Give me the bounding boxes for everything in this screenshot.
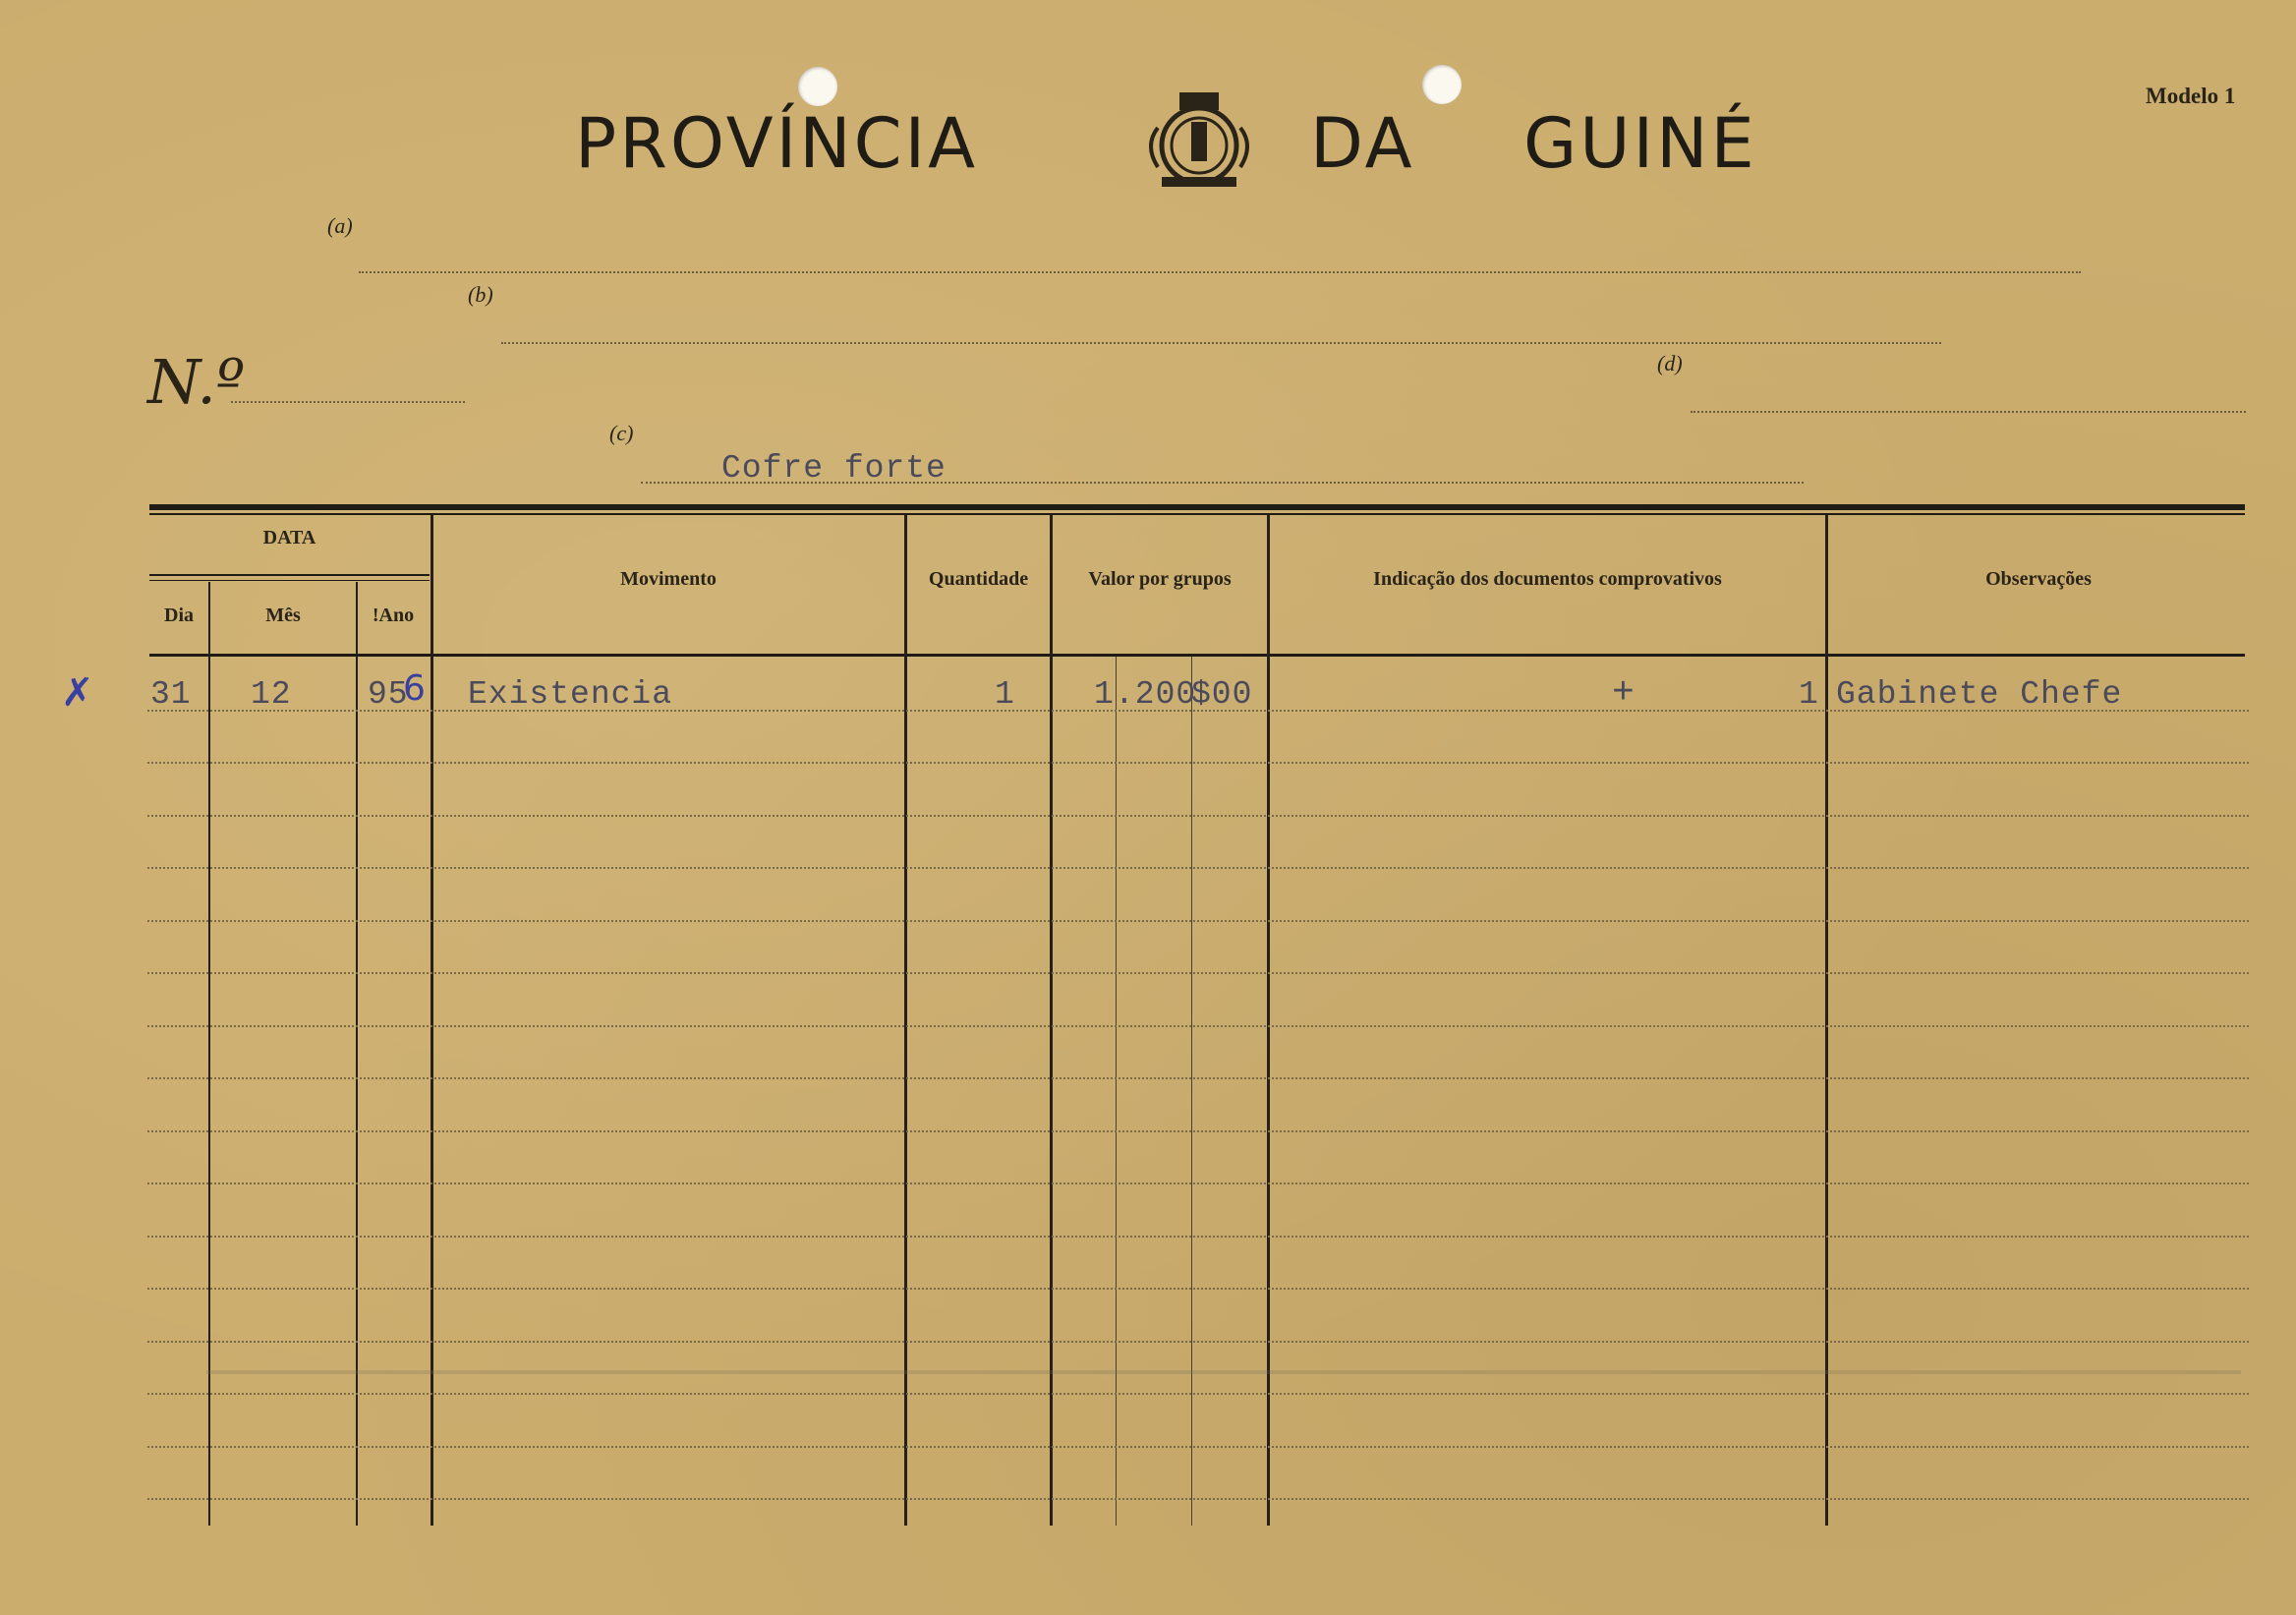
row1-observacoes: Gabinete Chefe xyxy=(1836,676,2123,713)
header-quantidade: Quantidade xyxy=(928,568,1029,590)
table-top-rule xyxy=(149,504,2245,510)
table-row-line xyxy=(147,1130,2249,1132)
field-a-line[interactable] xyxy=(359,271,2081,273)
header-ano: !Ano xyxy=(372,605,415,626)
col-line-mes-ano xyxy=(356,582,358,1526)
field-d-line[interactable] xyxy=(1691,411,2246,413)
table-row-line xyxy=(147,1446,2249,1448)
header-data: DATA xyxy=(262,527,316,548)
row1-valor-hundreds: .200 xyxy=(1115,676,1197,713)
header-dia: Dia xyxy=(164,605,194,626)
punch-hole-left xyxy=(798,67,837,106)
col-line-dia-mes xyxy=(208,582,210,1526)
coat-of-arms-icon xyxy=(1140,88,1258,191)
table-row-line xyxy=(147,972,2249,974)
header-mes: Mês xyxy=(265,605,301,626)
row1-movimento: Existencia xyxy=(468,676,673,713)
table-row-line xyxy=(147,867,2249,869)
header-movimento: Movimento xyxy=(620,568,717,590)
number-line[interactable] xyxy=(231,401,465,403)
table-row-line xyxy=(147,1341,2249,1343)
row1-valor-cents: $00 xyxy=(1191,676,1253,713)
table-row-line xyxy=(147,1025,2249,1027)
data-sub-rule xyxy=(149,574,430,576)
header-observacoes: Observações xyxy=(1985,568,2092,590)
row1-ano-correction: 6 xyxy=(403,668,426,709)
row1-valor-units: 1 xyxy=(1094,676,1115,713)
table-row-line xyxy=(147,815,2249,817)
table-row-line xyxy=(147,1182,2249,1184)
table-row-line xyxy=(147,920,2249,922)
row1-indicacao-value: 1 xyxy=(1799,676,1819,713)
margin-check-mark: ✗ xyxy=(61,670,94,716)
row1-ano: 95 xyxy=(368,676,409,713)
table-top-rule-thin xyxy=(149,513,2245,515)
header-bottom-rule xyxy=(149,654,2245,657)
table-row-line xyxy=(147,1498,2249,1500)
table-row-line xyxy=(147,1288,2249,1290)
field-c-value: Cofre forte xyxy=(721,450,947,487)
number-label: N.º xyxy=(147,346,246,418)
row1-indicacao-mark: + xyxy=(1612,672,1636,715)
punch-hole-right xyxy=(1422,65,1462,104)
row1-mes: 12 xyxy=(251,676,292,713)
row1-dia: 31 xyxy=(150,676,192,713)
field-c-label: (c) xyxy=(609,421,634,445)
title-provincia: PROVÍNCIA xyxy=(575,103,979,184)
col-line-valor-sub2 xyxy=(1191,657,1192,1526)
field-b-line[interactable] xyxy=(501,342,1941,344)
bottom-faint-band xyxy=(206,1370,2241,1374)
row1-quantidade: 1 xyxy=(995,676,1015,713)
title-guine: GUINÉ xyxy=(1523,103,1757,184)
data-sub-rule-2 xyxy=(149,580,430,581)
title-da: DA xyxy=(1310,103,1415,184)
field-a-label: (a) xyxy=(327,213,353,238)
col-line-valor-sub1 xyxy=(1116,657,1117,1526)
table-row-line xyxy=(147,762,2249,764)
header-indicacao: Indicação dos documentos comprovativos xyxy=(1373,568,1722,590)
table-row-line xyxy=(147,1077,2249,1079)
field-d-label: (d) xyxy=(1657,351,1683,375)
field-b-label: (b) xyxy=(468,282,493,307)
table-row-line xyxy=(147,1236,2249,1238)
table-row-line xyxy=(147,1393,2249,1395)
header-valor: Valor por grupos xyxy=(1088,568,1232,590)
model-number: Modelo 1 xyxy=(2146,84,2236,108)
